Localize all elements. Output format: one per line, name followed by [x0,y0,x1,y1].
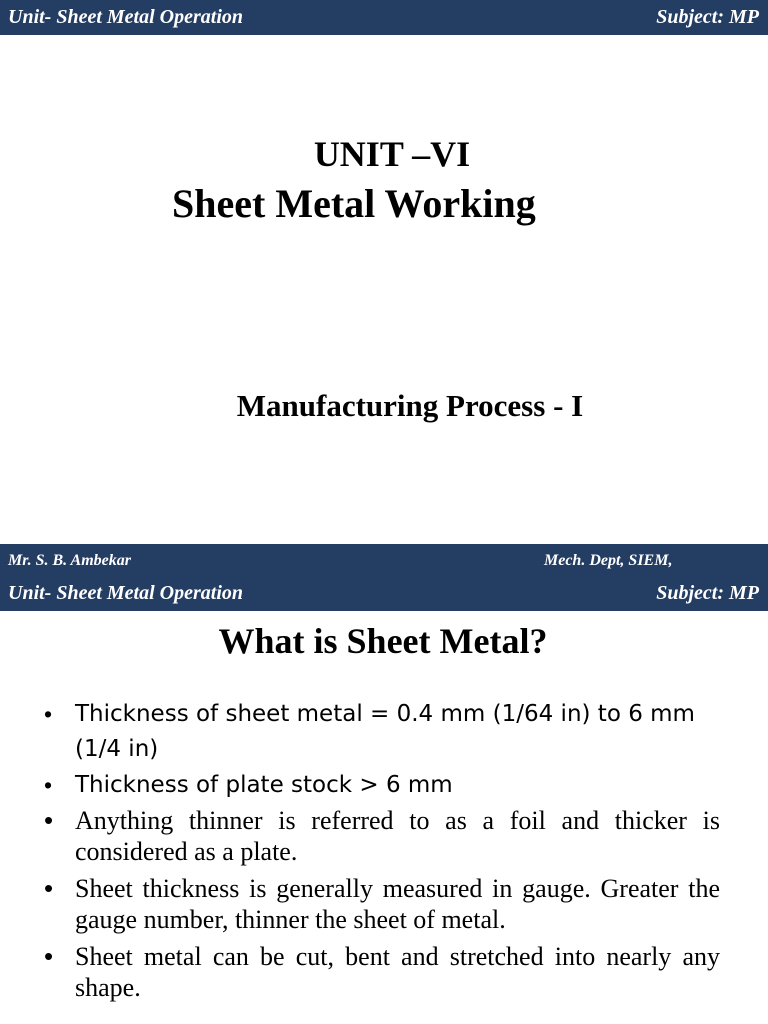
bullet-icon: • [44,941,54,971]
bullet-item [44,697,720,767]
bullet-item [44,873,720,935]
header-subject-label: Subject: MP [656,6,759,28]
bullet-icon: • [44,772,53,798]
bullet-list [44,697,720,1009]
slide1-header-bar [0,0,768,35]
course-name: Manufacturing Process - I [236,388,584,423]
footer-author: Mr. S. B. Ambekar [8,552,131,569]
header-subject-label: Subject: MP [656,582,759,604]
bullet-icon: • [44,701,53,727]
unit-number: UNIT –VI [313,134,471,174]
bullet-text: Sheet metal can be cut, bent and stretched into nearly any shape. [75,942,720,1002]
header-unit-label: Unit- Sheet Metal Operation [8,6,244,28]
bullet-text: Thickness of sheet metal = 0.4 mm (1/64 in) to 6 mm (1/4 in) [75,701,695,762]
slide1-footer-bar [0,544,768,577]
bullet-item [44,768,720,803]
bullet-text: Anything thinner is referred to as a foil and thicker is considered as a plate. [75,806,720,866]
header-unit-label: Unit- Sheet Metal Operation [8,582,244,604]
slide-title: Sheet Metal Working [172,181,536,226]
bullet-item [44,805,720,867]
footer-department: Mech. Dept, SIEM, [544,552,673,569]
bullet-text: Thickness of plate stock > 6 mm [75,772,453,798]
bullet-text: Sheet thickness is generally measured in gauge. Greater the gauge number, thinner the sheet of metal. [75,874,720,934]
bullet-icon: • [44,805,54,835]
slide-title: What is Sheet Metal? [218,621,548,661]
bullet-icon: • [44,873,54,903]
bullet-item [44,941,720,1003]
slide2-header-bar [0,577,768,611]
